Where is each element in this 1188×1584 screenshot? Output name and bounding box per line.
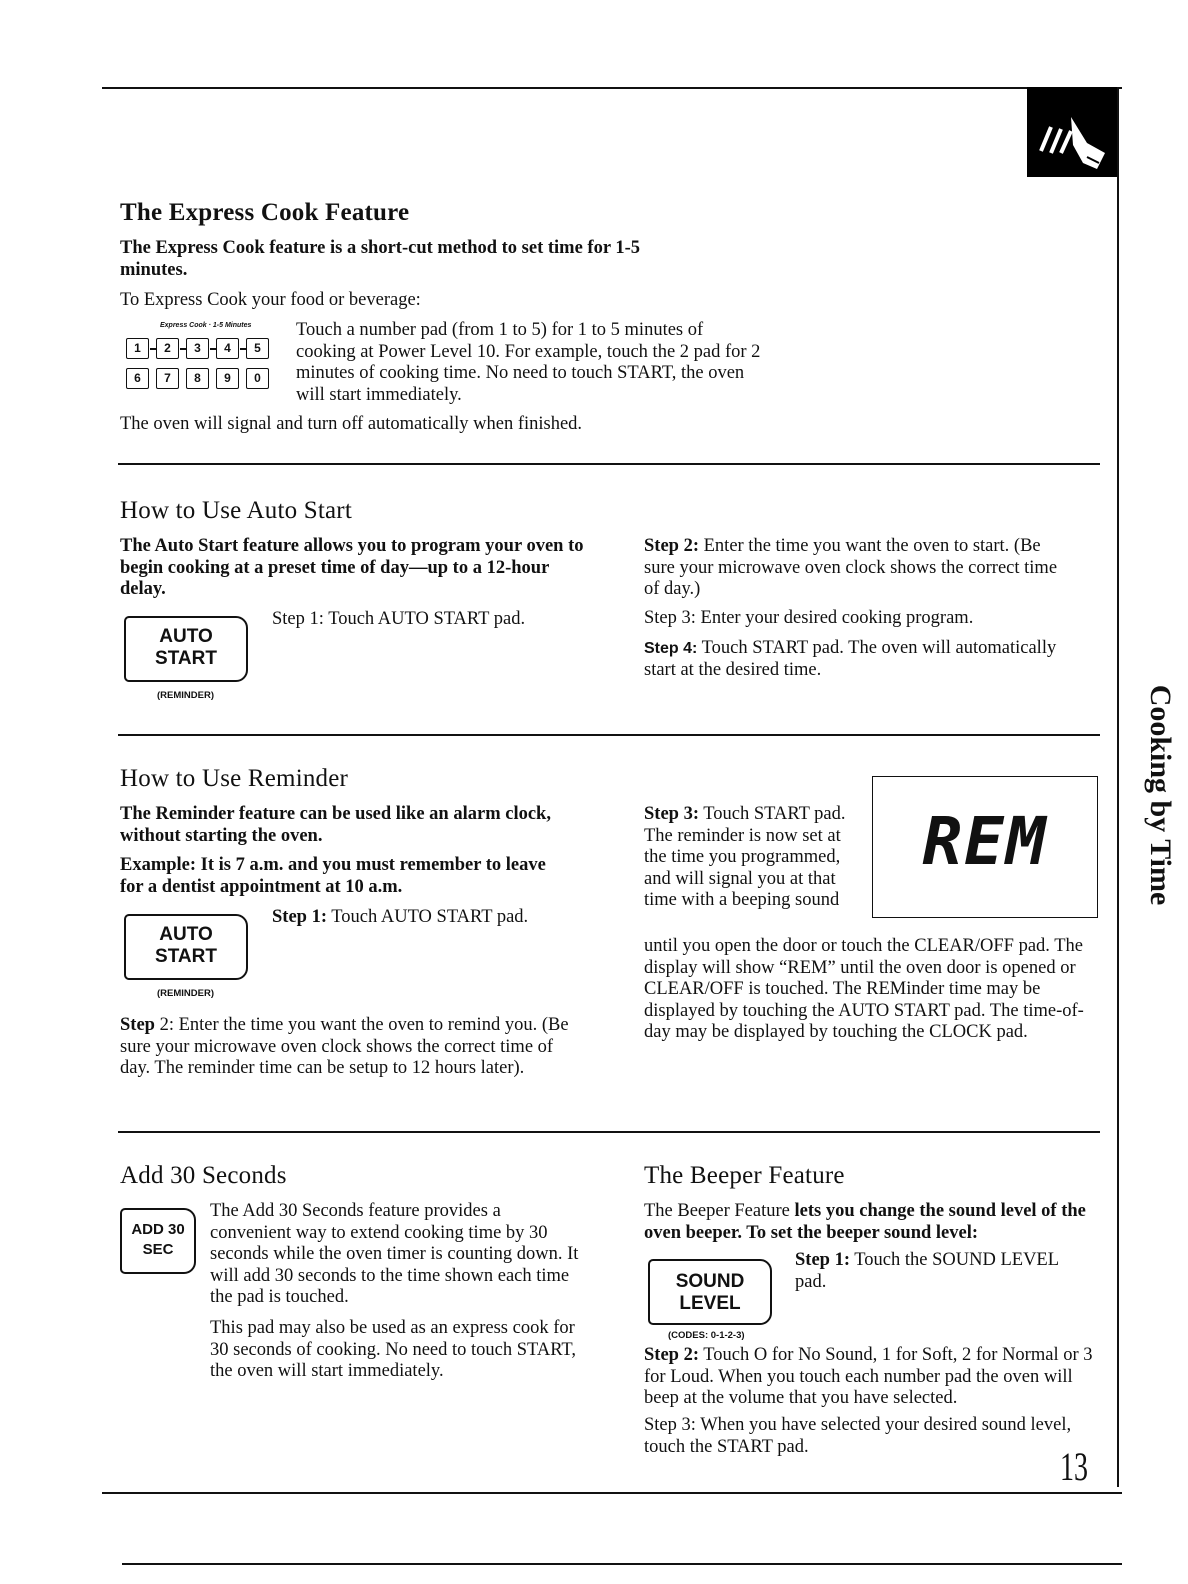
lead-plain: The Beeper Feature	[644, 1201, 795, 1221]
autostart-title: How to Use Auto Start	[120, 497, 352, 524]
key-9[interactable]: 9	[216, 368, 239, 389]
express-keypad	[126, 322, 296, 392]
footer-rule	[122, 1563, 1122, 1565]
hand-pointer-icon	[1027, 87, 1117, 177]
express-intro: To Express Cook your food or beverage:	[120, 290, 421, 310]
auto-start-pad[interactable]	[124, 616, 248, 682]
side-tab-label: Cooking by Time	[1144, 684, 1177, 906]
key-6[interactable]: 6	[126, 368, 149, 389]
express-lead: The Express Cook feature is a short-cut method to set time for 1-5 minutes.	[120, 238, 640, 280]
sound-level-pad[interactable]	[648, 1259, 772, 1325]
section-divider	[118, 734, 1100, 736]
reminder-example: Example: It is 7 a.m. and you must remember to leave for a dentist appointment at 10 a.m.	[120, 855, 546, 897]
step-label: Step 2:	[644, 536, 699, 556]
step-label: Step 1:	[795, 1250, 850, 1270]
pad-caption: (CODES: 0-1-2-3)	[668, 1330, 745, 1341]
key-5[interactable]: 5	[246, 338, 269, 359]
beeper-step2	[644, 1345, 1104, 1410]
key-8[interactable]: 8	[186, 368, 209, 389]
step-label: Step	[120, 1015, 155, 1035]
autostart-step2	[644, 536, 1074, 601]
step-text: Touch AUTO START pad.	[327, 907, 529, 927]
key-7[interactable]: 7	[156, 368, 179, 389]
step-text: Touch START pad. The oven will automatically start at the desired time.	[644, 638, 1057, 680]
express-instruction: Touch a number pad (from 1 to 5) for 1 to 5 minutes of cooking at Power Level 10. For example, touch the 2 pad for 2 minutes of cooking time. No need to touch START, the oven will start immediately.	[296, 320, 761, 405]
step-text: 2: Enter the time you want the oven to remind you. (Be sure your microwave oven clock shows the correct time of day. The reminder time can be setup to 12 hours later).	[120, 1015, 569, 1078]
reminder-title: How to Use Reminder	[120, 765, 349, 792]
rem-display	[872, 776, 1098, 918]
step-label: Step 3:	[644, 804, 699, 824]
pad-line2: START	[155, 648, 217, 669]
top-rule	[102, 87, 1122, 89]
right-edge-rule	[1117, 87, 1119, 1487]
express-closing: The oven will signal and turn off automatically when finished.	[120, 414, 583, 434]
step-label: Step 4:	[644, 640, 698, 657]
key-2[interactable]: 2	[156, 338, 179, 359]
add-30-sec-pad[interactable]	[120, 1208, 196, 1274]
reminder-lead: The Reminder feature can be used like an alarm clock, without starting the oven.	[120, 804, 551, 846]
section-divider	[118, 463, 1100, 465]
section-divider	[118, 1131, 1100, 1133]
side-tab	[1140, 660, 1180, 930]
rem-display-text: REM	[922, 803, 1048, 880]
step-text: Enter the time you want the oven to start. (Be sure your microwave oven clock shows the correct time of day.)	[644, 536, 1058, 599]
auto-start-pad[interactable]	[124, 914, 248, 980]
pad-line1: AUTO	[159, 626, 213, 647]
step-label: Step 2:	[644, 1345, 699, 1365]
pad-caption: (REMINDER)	[157, 690, 214, 701]
step-label: Step 1:	[272, 907, 327, 927]
autostart-step4	[644, 638, 1074, 681]
step-text: Touch the SOUND LEVEL pad.	[795, 1250, 1059, 1292]
pad-line2: LEVEL	[679, 1293, 741, 1314]
autostart-step3: Step 3: Enter your desired cooking program.	[644, 608, 974, 628]
pad-caption: (REMINDER)	[157, 988, 214, 999]
add30-title: Add 30 Seconds	[120, 1162, 287, 1189]
pad-line2: SEC	[142, 1241, 174, 1258]
beeper-step1	[795, 1250, 1075, 1293]
express-title: The Express Cook Feature	[120, 199, 410, 226]
pad-line1: SOUND	[675, 1271, 745, 1292]
keypad-caption: Express Cook · 1-5 Minutes	[160, 322, 252, 329]
beeper-step3: Step 3: When you have selected your desired sound level, touch the START pad.	[644, 1415, 1072, 1457]
key-4[interactable]: 4	[216, 338, 239, 359]
add30-para2: This pad may also be used as an express cook for 30 seconds of cooking. No need to touch START, the oven will start immediately.	[210, 1318, 576, 1381]
key-0[interactable]: 0	[246, 368, 269, 389]
autostart-lead: The Auto Start feature allows you to program your oven to begin cooking at a preset time of day—up to a 12-hour delay.	[120, 536, 584, 599]
reminder-step3	[644, 804, 849, 912]
beeper-title: The Beeper Feature	[644, 1162, 845, 1189]
step-text: Touch START pad. The reminder is now set at the time you programmed, and will signal you at that time with a beeping sound	[644, 804, 846, 910]
page-number: 13	[1060, 1444, 1088, 1489]
pad-line1: AUTO	[159, 924, 213, 945]
step-text: Touch O for No Sound, 1 for Soft, 2 for Normal or 3 for Loud. When you touch each number pad the oven will beep at the volume that you have selected.	[644, 1345, 1093, 1408]
pad-line2: START	[155, 946, 217, 967]
reminder-step2	[120, 1015, 570, 1080]
bottom-rule	[102, 1492, 1122, 1494]
autostart-step1: Step 1: Touch AUTO START pad.	[272, 609, 526, 629]
add30-para1: The Add 30 Seconds feature provides a convenient way to extend cooking time by 30 seconds while the oven timer is counting down. It will add 30 seconds to the time shown each time the pad is touched.	[210, 1201, 579, 1307]
lead-bold: lets you change the sound level of the oven beeper. To set the beeper sound level:	[644, 1201, 1086, 1243]
key-1[interactable]: 1	[126, 338, 149, 359]
reminder-step1	[272, 907, 592, 929]
pad-line1: ADD 30	[131, 1221, 185, 1238]
reminder-step3-cont: until you open the door or touch the CLEAR/OFF pad. The display will show “REM” until the oven door is opened or CLEAR/OFF is touched. The REMinder time may be displayed by touching the AUTO START pad. The time-of-day may be displayed by touching the CLOCK pad.	[644, 936, 1084, 1042]
key-3[interactable]: 3	[186, 338, 209, 359]
beeper-lead	[644, 1201, 1104, 1244]
